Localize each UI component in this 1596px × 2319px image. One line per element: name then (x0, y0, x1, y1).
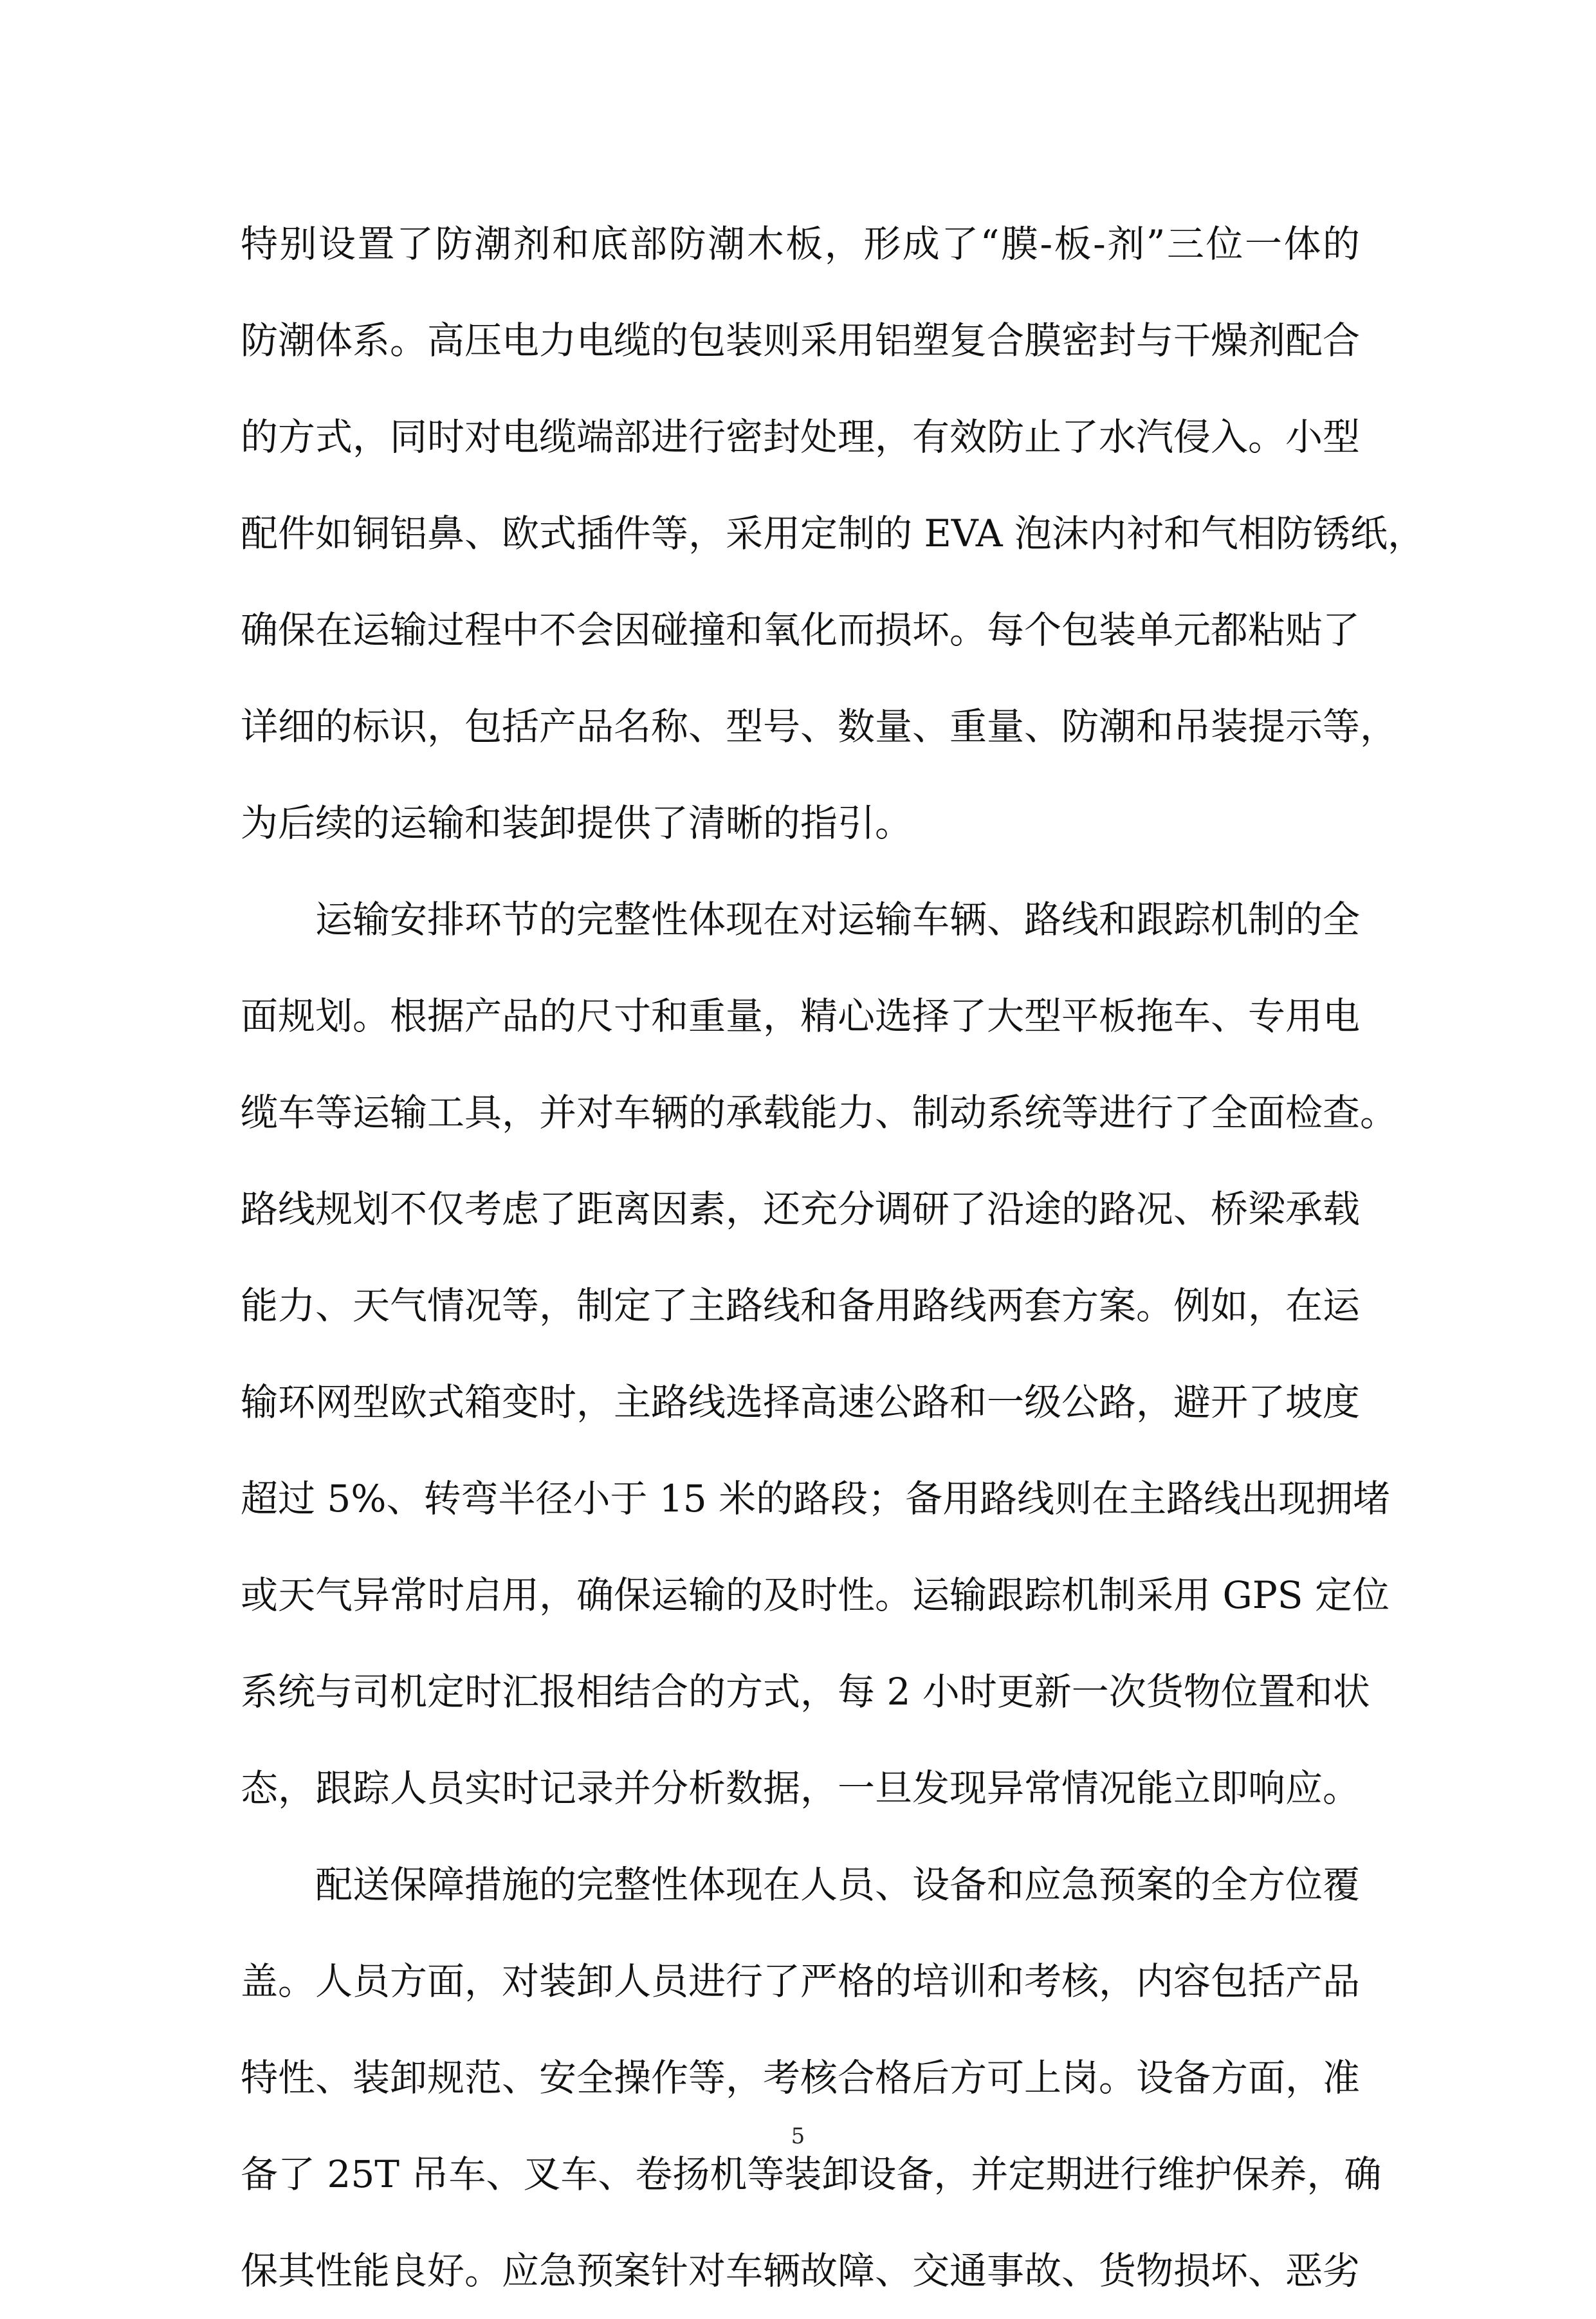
text-line: 的方式，同时对电缆端部进行密封处理，有效防止了水汽侵入。小型 (241, 415, 1361, 459)
text-line: 超过 5%、转弯半径小于 15 米的路段；备用路线则在主路线出现拥堵 (241, 1477, 1391, 1520)
text-line: 或天气异常时启用，确保运输的及时性。运输跟踪机制采用 GPS 定位 (241, 1573, 1390, 1617)
text-line: 配送保障措施的完整性体现在人员、设备和应急预案的全方位覆 (315, 1863, 1361, 1907)
text-line: 为后续的运输和装卸提供了清晰的指引。 (241, 801, 913, 845)
text-line: 确保在运输过程中不会因碰撞和氧化而损坏。每个包装单元都粘贴了 (241, 608, 1361, 652)
text-line: 盖。人员方面，对装卸人员进行了严格的培训和考核，内容包括产品 (241, 1959, 1361, 2003)
paragraph-1 (241, 196, 1426, 871)
text-line: 运输安排环节的完整性体现在对运输车辆、路线和跟踪机制的全 (315, 898, 1361, 941)
text-line: 特别设置了防潮剂和底部防潮木板，形成了“膜-板-剂”三位一体的 (241, 222, 1360, 266)
text-line: 能力、天气情况等，制定了主路线和备用路线两套方案。例如，在运 (241, 1284, 1361, 1327)
text-line: 缆车等运输工具，并对车辆的承载能力、制动系统等进行了全面检查。 (241, 1091, 1398, 1134)
text-line: 保其性能良好。应急预案针对车辆故障、交通事故、货物损坏、恶劣 (241, 2249, 1361, 2293)
text-line: 备了 25T 吊车、叉车、卷扬机等装卸设备，并定期进行维护保养，确 (241, 2152, 1382, 2196)
text-line: 输环网型欧式箱变时，主路线选择高速公路和一级公路，避开了坡度 (241, 1380, 1361, 1424)
document-body (241, 196, 1426, 2319)
text-line: 路线规划不仅考虑了距离因素，还充分调研了沿途的路况、桥梁承载 (241, 1187, 1361, 1231)
text-line: 面规划。根据产品的尺寸和重量，精心选择了大型平板拖车、专用电 (241, 994, 1361, 1038)
text-line: 态，跟踪人员实时记录并分析数据，一旦发现异常情况能立即响应。 (241, 1766, 1361, 1810)
text-line: 详细的标识，包括产品名称、型号、数量、重量、防潮和吊装提示等， (241, 705, 1398, 748)
page-number: 5 (791, 2123, 805, 2149)
paragraph-2 (241, 871, 1398, 1836)
text-line: 配件如铜铝鼻、欧式插件等，采用定制的 EVA 泡沫内衬和气相防锈纸， (241, 512, 1426, 555)
text-line: 防潮体系。高压电力电缆的包装则采用铝塑复合膜密封与干燥剂配合 (241, 319, 1361, 362)
paragraph-3 (241, 1836, 1382, 2319)
text-line: 特性、装卸规范、安全操作等，考核合格后方可上岗。设备方面，准 (241, 2056, 1361, 2100)
text-line: 系统与司机定时汇报相结合的方式，每 2 小时更新一次货物位置和状 (241, 1670, 1370, 1714)
